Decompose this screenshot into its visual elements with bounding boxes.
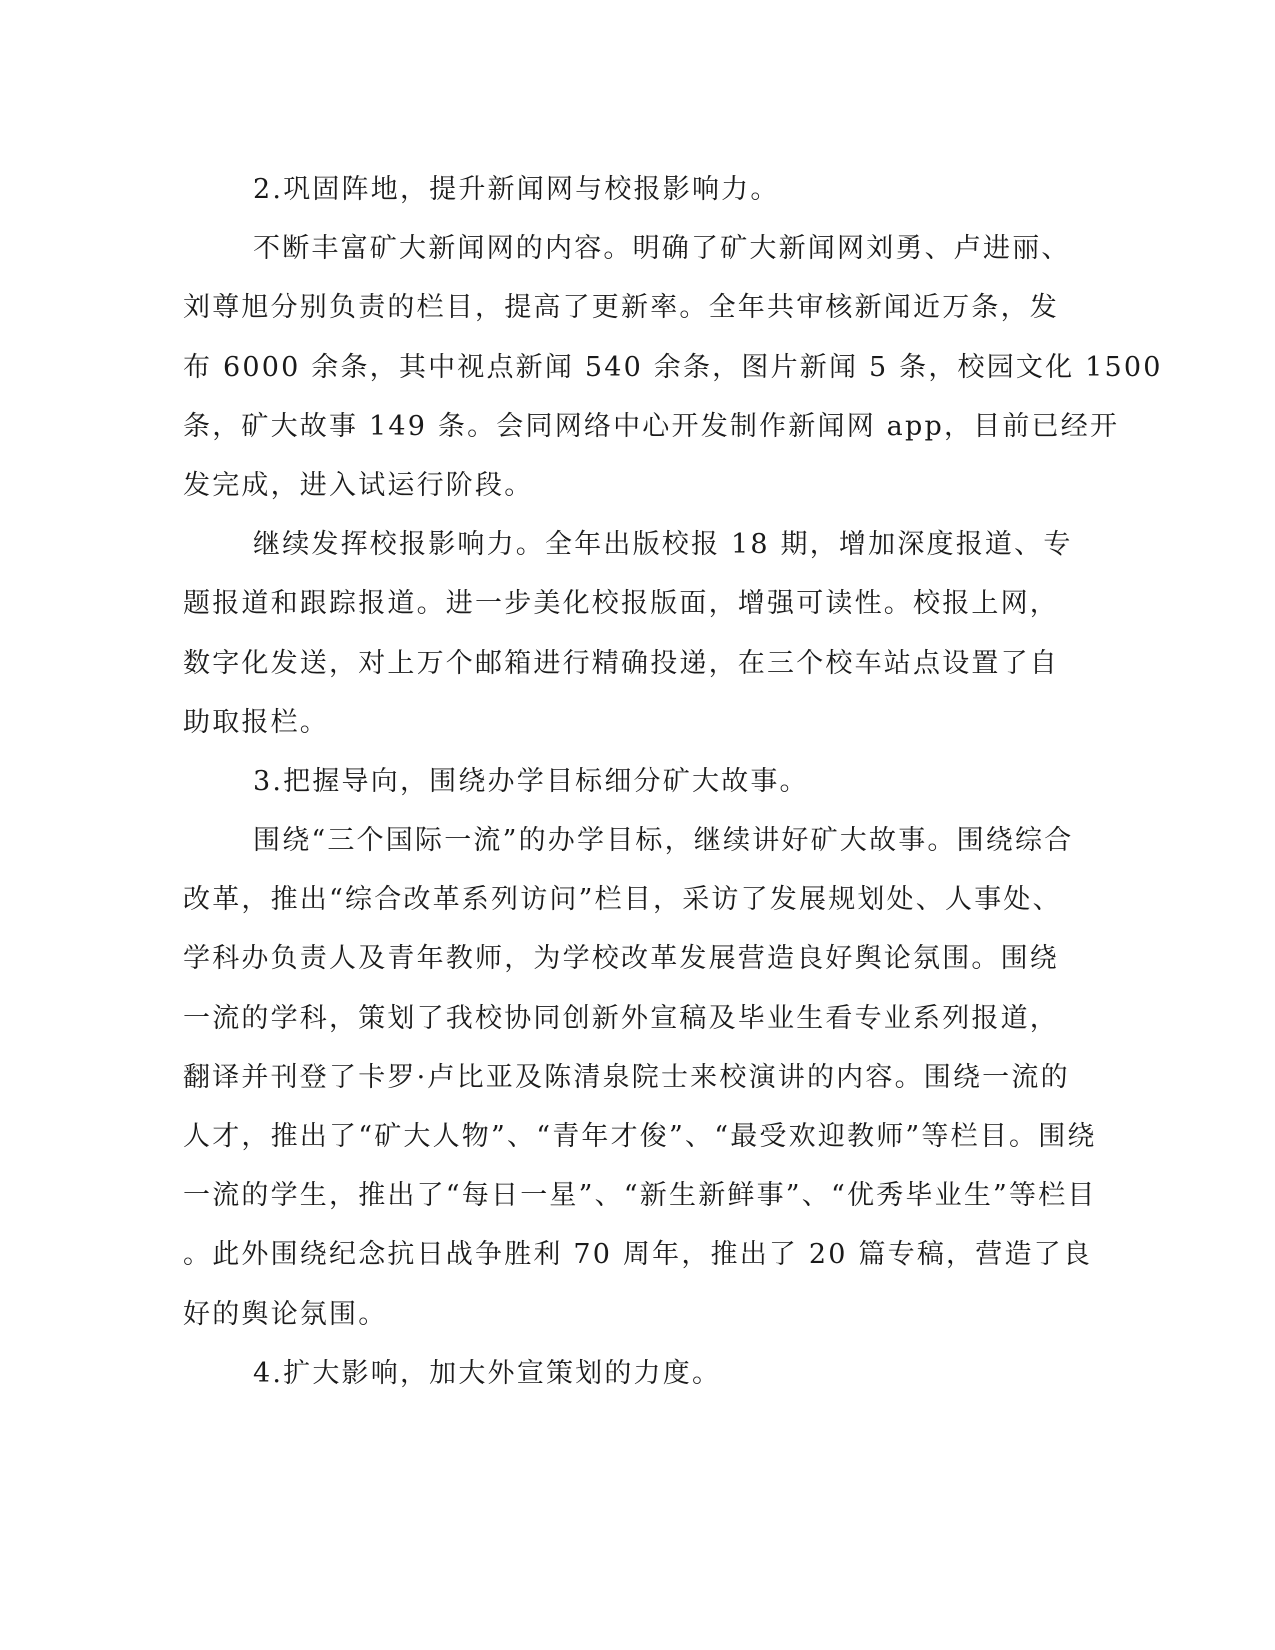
- text-line: 题报道和跟踪报道。进一步美化校报版面，增强可读性。校报上网，: [183, 588, 1059, 620]
- section-heading-4: [183, 1344, 1053, 1403]
- paragraph-school-stories: [183, 811, 1097, 1344]
- text-line: 布 6000 余条，其中视点新闻 540 余条，图片新闻 5 条，校园文化 1500: [183, 351, 1163, 383]
- text-line: 围绕“三个国际一流”的办学目标，继续讲好矿大故事。围绕综合: [253, 825, 1074, 857]
- text-line: 4.扩大影响，加大外宣策划的力度。: [253, 1357, 722, 1389]
- text-line: 好的舆论氛围。: [183, 1298, 388, 1330]
- document-body: [183, 160, 1163, 1403]
- text-line: 一流的学科，策划了我校协同创新外宣稿及毕业生看专业系列报道，: [183, 1002, 1059, 1034]
- text-line: 不断丰富矿大新闻网的内容。明确了矿大新闻网刘勇、卢进丽、: [253, 233, 1071, 265]
- text-line: 。此外围绕纪念抗日战争胜利 70 周年，推出了 20 篇专稿，营造了良: [183, 1239, 1093, 1271]
- paragraph-news-website: [183, 219, 1163, 515]
- text-line: 数字化发送，对上万个邮箱进行精确投递，在三个校车站点设置了自: [183, 647, 1059, 679]
- text-line: 3.把握导向，围绕办学目标细分矿大故事。: [253, 765, 809, 797]
- section-heading-3: [183, 752, 1053, 811]
- text-line: 刘尊旭分别负责的栏目，提高了更新率。全年共审核新闻近万条，发: [183, 292, 1059, 324]
- paragraph-school-newspaper: [183, 515, 1073, 752]
- text-line: 条，矿大故事 149 条。会同网络中心开发制作新闻网 app，目前已经开: [183, 410, 1120, 442]
- text-line: 翻译并刊登了卡罗·卢比亚及陈清泉院士来校演讲的内容。围绕一流的: [183, 1061, 1070, 1093]
- text-line: 发完成，进入试运行阶段。: [183, 469, 534, 501]
- section-heading-2: [183, 160, 1053, 219]
- text-line: 学科办负责人及青年教师，为学校改革发展营造良好舆论氛围。围绕: [183, 943, 1059, 975]
- text-line: 助取报栏。: [183, 706, 329, 738]
- text-line: 改革，推出“综合改革系列访问”栏目，采访了发展规划处、人事处、: [183, 884, 1062, 916]
- text-line: 2.巩固阵地，提升新闻网与校报影响力。: [253, 174, 780, 205]
- text-line: 一流的学生，推出了“每日一星”、“新生新鲜事”、“优秀毕业生”等栏目: [183, 1180, 1097, 1212]
- text-line: 人才，推出了“矿大人物”、“青年才俊”、“最受欢迎教师”等栏目。围绕: [183, 1121, 1097, 1152]
- text-line: 继续发挥校报影响力。全年出版校报 18 期，增加深度报道、专: [253, 529, 1073, 561]
